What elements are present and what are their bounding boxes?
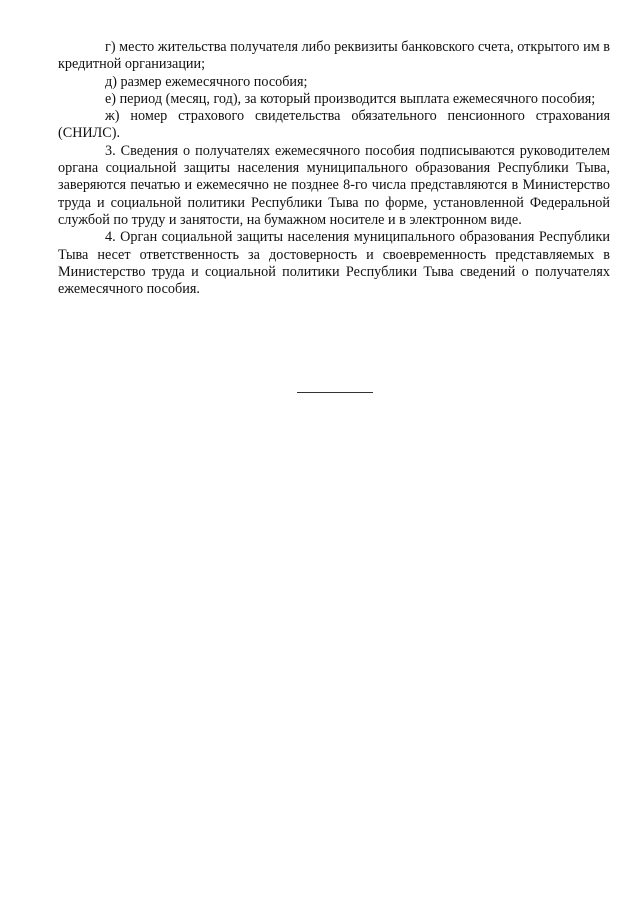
paragraph-item-e: е) период (месяц, год), за который производится выплата ежемесячного пособия; [105,90,596,107]
paragraph-item-zh: ж) номер страхового свидетельства обязательного пенсионного страхования (СНИЛС). [58,108,610,142]
paragraph-item-g: г) место жительства получателя либо реквизиты банковского счета, открытого им в кредитной организации; [58,39,610,73]
paragraph-section-3: 3. Сведения о получателях ежемесячного пособия подписываются руководителем органа социальной защиты населения муниципального образования Республики Тыва, заверяются печатью и ежемесячно не позднее 8-го числа представляются в Министерство труда и социальной политики Республики Тыва по форме, установленной Федеральной службой по труду и занятости, на бумажном носителе и в электронном виде. [58,142,610,228]
end-divider-line [297,392,373,393]
document-body [58,39,610,298]
paragraph-item-d: д) размер ежемесячного пособия; [105,73,308,90]
paragraph-section-4: 4. Орган социальной защиты населения муниципального образования Республики Тыва несет ответственность за достоверность и своевременность представляемых в Министерство труда и социальной политики Республики Тыва сведений о получателях ежемесячного пособия. [58,229,610,298]
